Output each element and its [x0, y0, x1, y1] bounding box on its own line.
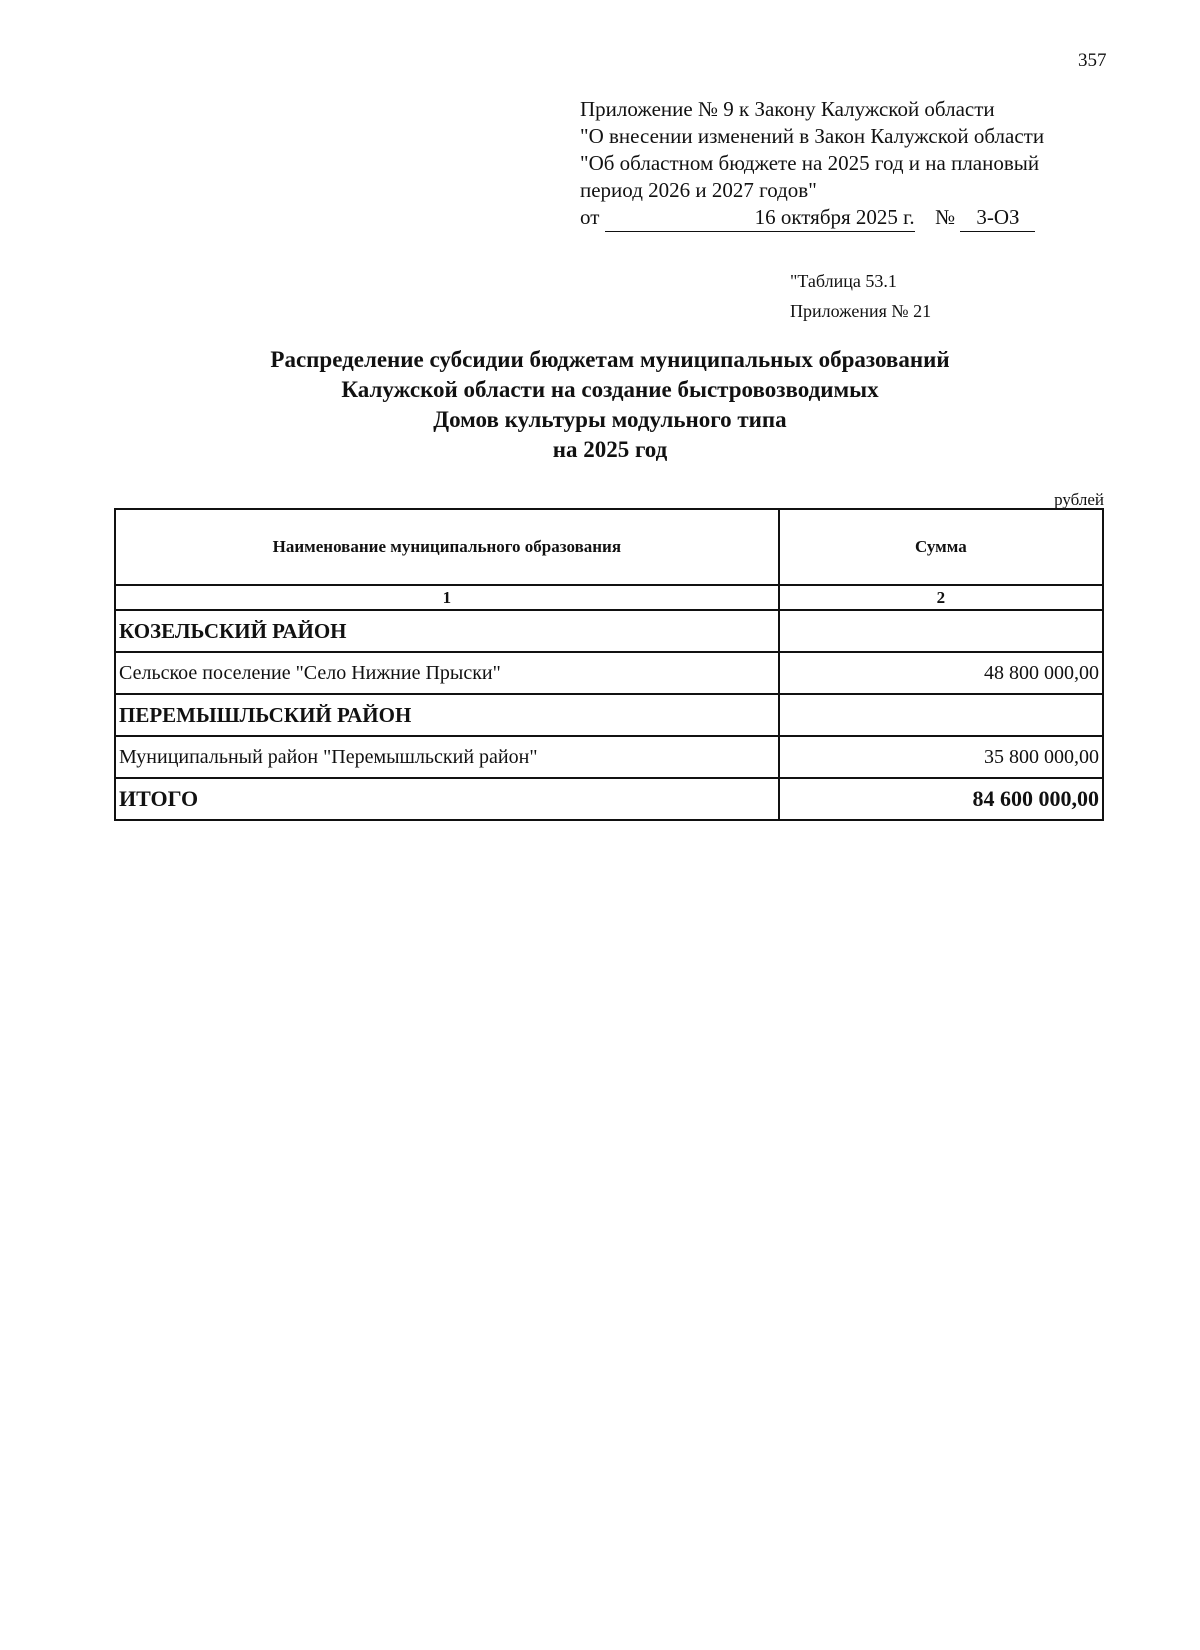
subsidy-table	[114, 508, 1104, 821]
table-header-row	[115, 509, 1103, 585]
row-amount	[779, 694, 1103, 736]
municipality-name: Муниципальный район "Перемышльский район"	[115, 736, 779, 778]
district-name: КОЗЕЛЬСКИЙ РАЙОН	[115, 610, 779, 652]
from-label: от	[580, 205, 600, 229]
law-date-line	[580, 204, 1044, 232]
title-line: Домов культуры модульного типа	[433, 407, 787, 432]
document-title	[0, 345, 1200, 465]
title-line: на 2025 год	[552, 437, 668, 462]
table-reference	[790, 266, 931, 326]
law-number: 3-ОЗ	[960, 204, 1035, 232]
column-header-name: Наименование муниципального образования	[115, 509, 779, 585]
table-row	[115, 694, 1103, 736]
total-amount: 84 600 000,00	[779, 778, 1103, 820]
column-number: 1	[115, 585, 779, 610]
total-row	[115, 778, 1103, 820]
column-number-row	[115, 585, 1103, 610]
column-number: 2	[779, 585, 1103, 610]
appendix-header-line: Приложение № 9 к Закону Калужской области	[580, 97, 995, 121]
page-number: 357	[1078, 50, 1107, 71]
district-name: ПЕРЕМЫШЛЬСКИЙ РАЙОН	[115, 694, 779, 736]
column-header-amount: Сумма	[779, 509, 1103, 585]
number-label: №	[935, 205, 956, 229]
title-line: Калужской области на создание быстровозводимых	[341, 377, 879, 402]
appendix-header-line: период 2026 и 2027 годов"	[580, 178, 817, 202]
row-amount: 35 800 000,00	[779, 736, 1103, 778]
table-row	[115, 736, 1103, 778]
row-amount: 48 800 000,00	[779, 652, 1103, 694]
appendix-header-line: "Об областном бюджете на 2025 год и на плановый	[580, 151, 1040, 175]
municipality-name: Сельское поселение "Село Нижние Прыски"	[115, 652, 779, 694]
law-date: 16 октября 2025 г.	[605, 204, 915, 232]
table-row	[115, 610, 1103, 652]
table-reference-line: "Таблица 53.1	[790, 271, 897, 291]
title-line: Распределение субсидии бюджетам муниципальных образований	[270, 347, 950, 372]
total-label: ИТОГО	[115, 778, 779, 820]
appendix-header	[580, 96, 1044, 232]
table-reference-line: Приложения № 21	[790, 301, 932, 321]
row-amount	[779, 610, 1103, 652]
units-label: рублей	[1054, 490, 1104, 509]
table-row	[115, 652, 1103, 694]
appendix-header-line: "О внесении изменений в Закон Калужской области	[580, 124, 1045, 148]
